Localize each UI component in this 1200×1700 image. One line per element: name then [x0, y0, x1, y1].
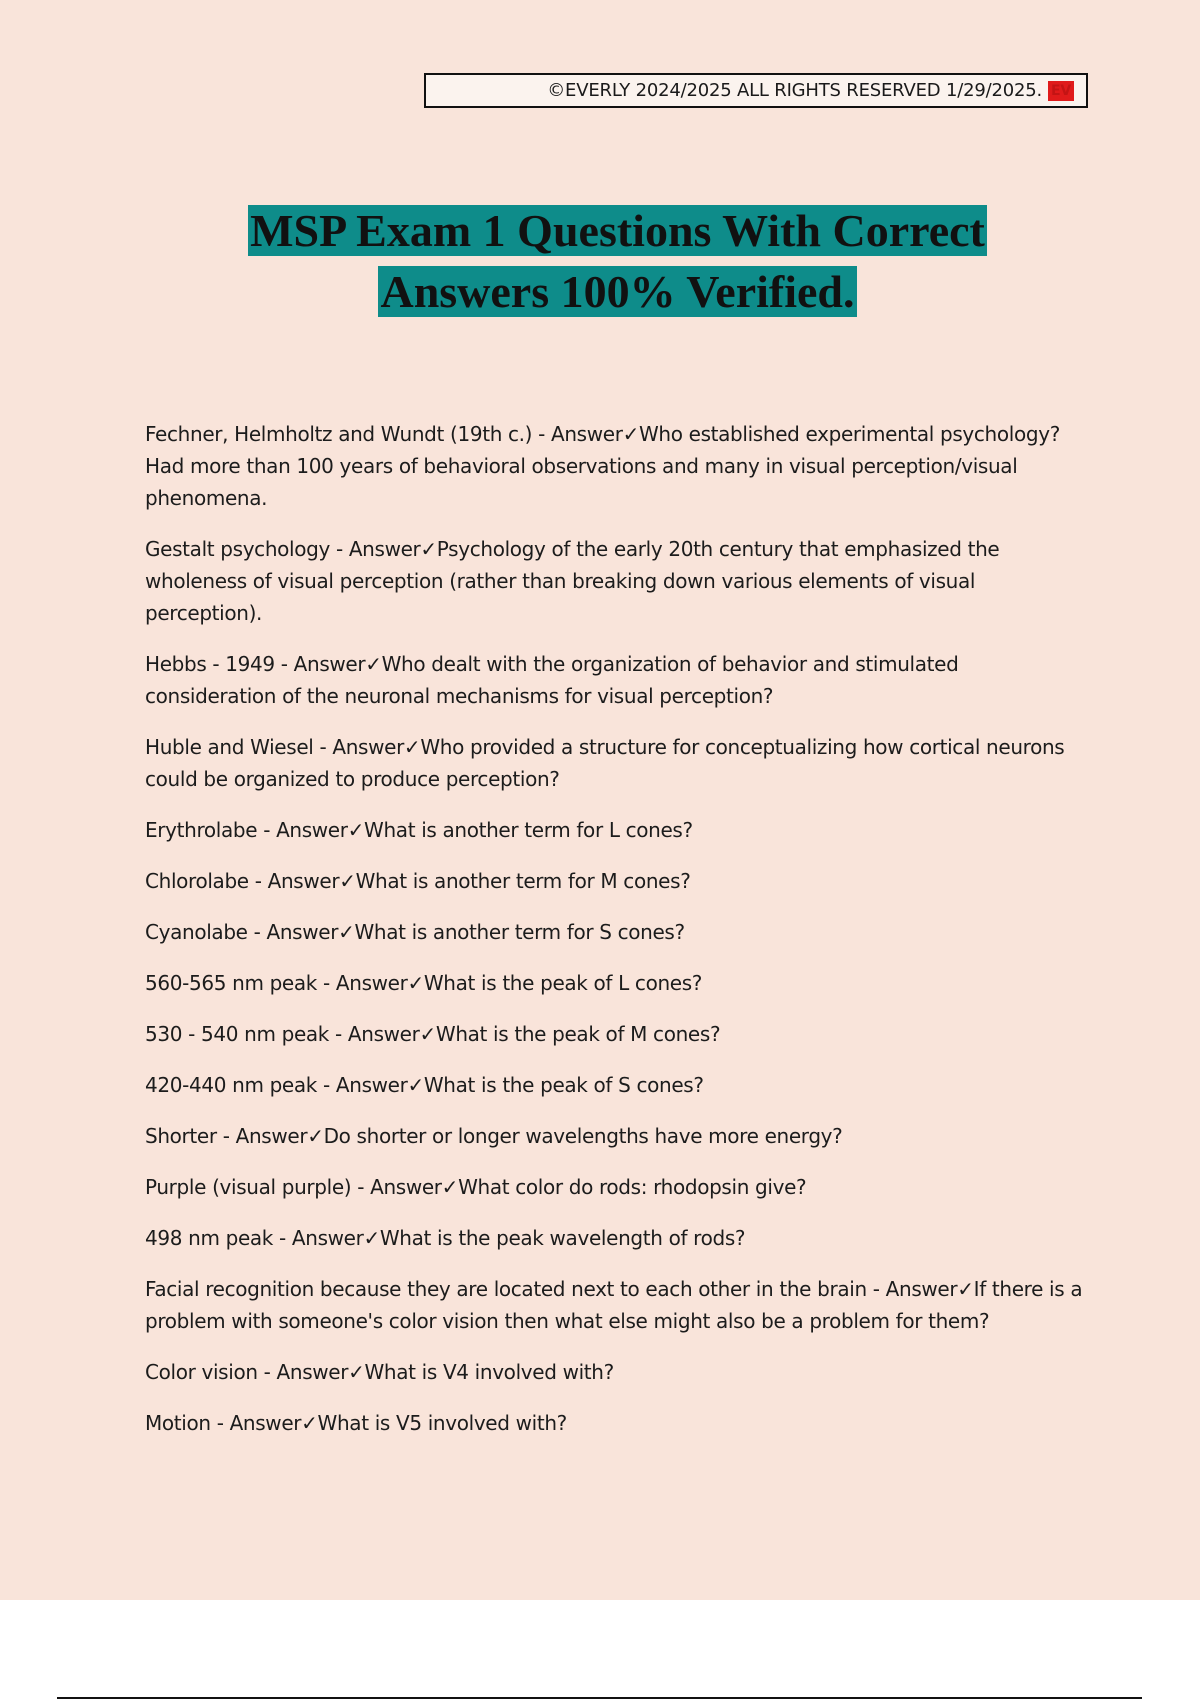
qa-item: Chlorolabe - Answer✓What is another term for M cones? — [145, 869, 691, 893]
qa-item: Motion - Answer✓What is V5 involved with? — [145, 1411, 567, 1435]
qa-item: Cyanolabe - Answer✓What is another term for S cones? — [145, 920, 685, 944]
qa-item: 560-565 nm peak - Answer✓What is the peak of L cones? — [145, 971, 703, 995]
qa-item: Purple (visual purple) - Answer✓What color do rods: rhodopsin give? — [145, 1175, 807, 1199]
title-line-2: Answers 100% Verified. — [380, 266, 855, 317]
title-line-1: MSP Exam 1 Questions With Correct — [250, 205, 985, 256]
qa-item: 420-440 nm peak - Answer✓What is the peak of S cones? — [145, 1073, 704, 1097]
qa-item: 498 nm peak - Answer✓What is the peak wavelength of rods? — [145, 1226, 746, 1250]
qa-item: Fechner, Helmholtz and Wundt (19th c.) - Answer✓Who established experimental psychology? Had more than 100 years of behavioral observations and many in visual perception/visual phenomena. — [145, 422, 1060, 510]
qa-item: Erythrolabe - Answer✓What is another term for L cones? — [145, 818, 693, 842]
footer-divider — [57, 1697, 1142, 1699]
qa-list — [145, 418, 1095, 1458]
ev-badge: EV — [1048, 81, 1074, 101]
qa-item: Shorter - Answer✓Do shorter or longer wavelengths have more energy? — [145, 1124, 843, 1148]
copyright-text: ©EVERLY 2024/2025 ALL RIGHTS RESERVED 1/29/2025. — [547, 80, 1042, 101]
qa-item: Facial recognition because they are located next to each other in the brain - Answer✓If there is a problem with someone's color vision then what else might also be a problem for them? — [145, 1277, 1083, 1333]
qa-item: 530 - 540 nm peak - Answer✓What is the peak of M cones? — [145, 1022, 721, 1046]
copyright-header — [424, 73, 1088, 108]
qa-item: Color vision - Answer✓What is V4 involved with? — [145, 1360, 614, 1384]
qa-item: Huble and Wiesel - Answer✓Who provided a structure for conceptualizing how cortical neurons could be organized to produce perception? — [145, 735, 1065, 791]
qa-item: Hebbs - 1949 - Answer✓Who dealt with the organization of behavior and stimulated consideration of the neuronal mechanisms for visual perception? — [145, 652, 959, 708]
qa-item: Gestalt psychology - Answer✓Psychology of the early 20th century that emphasized the wholeness of visual perception (rather than breaking down various elements of visual perception). — [145, 537, 1000, 625]
page-title — [0, 200, 1200, 322]
